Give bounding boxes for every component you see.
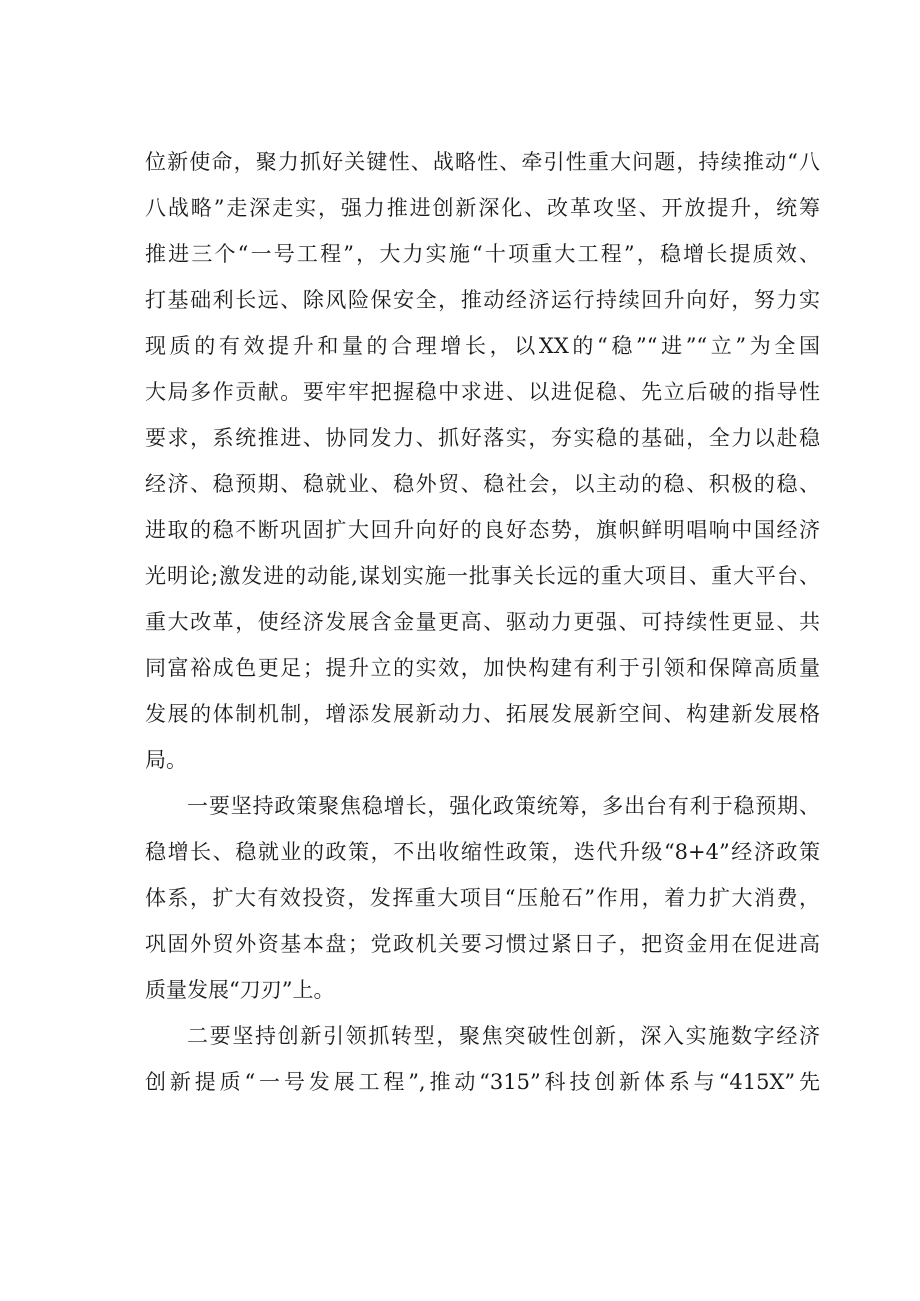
text-line: 局。 (145, 748, 187, 772)
paragraph-1 (145, 139, 820, 783)
paragraph-3 (145, 1013, 820, 1105)
text-line: 创新提质“一号发展工程”,推动“315”科技创新体系与“415X”先 (145, 1070, 820, 1094)
text-line: 一要坚持政策聚焦稳增长，强化政策统筹，多出台有利于稳预期、 (187, 794, 820, 818)
text-line: 进取的稳不断巩固扩大回升向好的良好态势，旗帜鲜明唱响中国经济 (145, 518, 820, 542)
text-line: 二要坚持创新引领抓转型，聚焦突破性创新，深入实施数字经济 (187, 1024, 820, 1048)
text-line: 光明论;激发进的动能,谋划实施一批事关长远的重大项目、重大平台、 (145, 564, 820, 588)
text-line: 体系，扩大有效投资，发挥重大项目“压舱石”作用，着力扩大消费， (145, 886, 820, 910)
text-line: 重大改革，使经济发展含金量更高、驱动力更强、可持续性更显、共 (145, 610, 820, 634)
text-line: 打基础利长远、除风险保安全，推动经济运行持续回升向好，努力实 (145, 288, 820, 312)
text-line: 经济、稳预期、稳就业、稳外贸、稳社会，以主动的稳、积极的稳、 (145, 472, 820, 496)
text-line: 同富裕成色更足；提升立的实效，加快构建有利于引领和保障高质量 (145, 656, 820, 680)
text-line: 现质的有效提升和量的合理增长，以XX的“稳”“进”“立”为全国 (145, 334, 820, 358)
text-line: 巩固外贸外资基本盘；党政机关要习惯过紧日子，把资金用在促进高 (145, 932, 820, 956)
text-line: 八战略”走深走实，强力推进创新深化、改革攻坚、开放提升，统筹 (145, 196, 820, 220)
text-line: 大局多作贡献。要牢牢把握稳中求进、以进促稳、先立后破的指导性 (145, 380, 820, 404)
text-line: 推进三个“一号工程”，大力实施“十项重大工程”，稳增长提质效、 (145, 242, 820, 266)
text-line: 发展的体制机制，增添发展新动力、拓展发展新空间、构建新发展格 (145, 702, 820, 726)
text-line: 稳增长、稳就业的政策，不出收缩性政策，迭代升级“8+4”经济政策 (145, 840, 820, 864)
text-line: 质量发展“刀刃”上。 (145, 978, 335, 1002)
document-body (145, 139, 820, 1105)
paragraph-2 (145, 783, 820, 1013)
text-line: 要求，系统推进、协同发力、抓好落实，夯实稳的基础，全力以赴稳 (145, 426, 820, 450)
text-line: 位新使命，聚力抓好关键性、战略性、牵引性重大问题，持续推动“八 (145, 150, 820, 174)
